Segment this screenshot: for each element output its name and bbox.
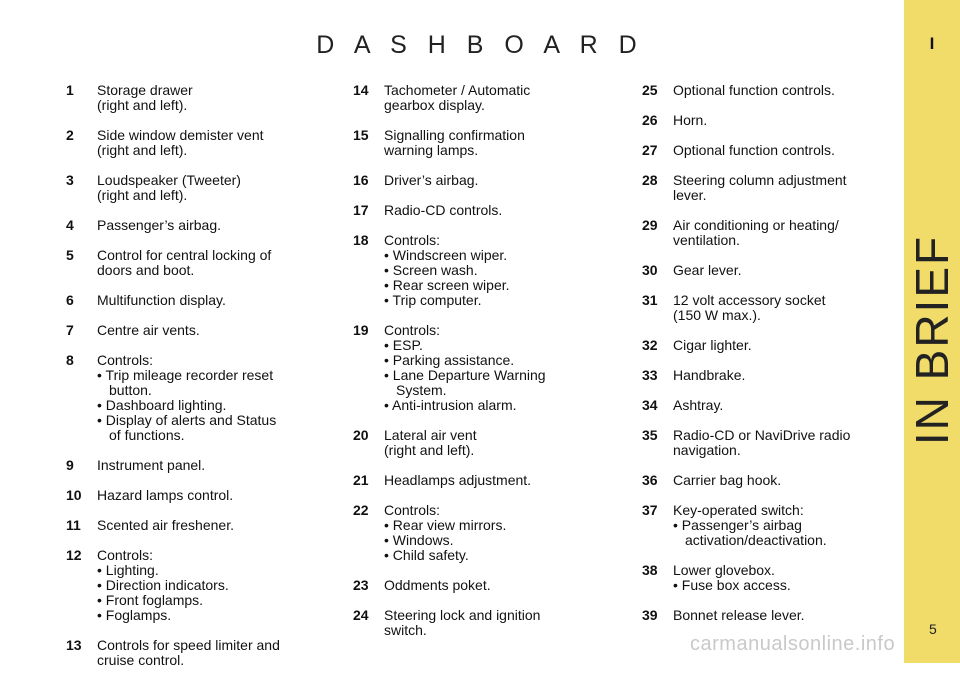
item-description [673, 113, 912, 128]
legend-item [353, 173, 623, 188]
item-description [673, 83, 912, 98]
legend-item [353, 233, 623, 308]
item-number: 17 [353, 202, 369, 218]
legend-item [642, 293, 912, 323]
item-text-line: • Windscreen wiper. [384, 247, 508, 263]
item-text-line: • ESP. [384, 337, 423, 353]
item-description [384, 578, 623, 593]
item-number: 23 [353, 577, 369, 593]
item-text-line: System. [396, 382, 447, 398]
item-description [97, 323, 336, 338]
item-description [673, 473, 912, 488]
item-text-line: (right and left). [97, 187, 188, 203]
legend-item [66, 638, 336, 668]
legend-item [66, 353, 336, 443]
item-number: 32 [642, 337, 658, 353]
item-number: 35 [642, 427, 658, 443]
legend-item [66, 518, 336, 533]
item-text-line: Multifunction display. [97, 292, 226, 308]
item-description [384, 83, 623, 113]
item-description [97, 173, 336, 203]
item-text-line: • Fuse box access. [673, 577, 791, 593]
item-number: 7 [66, 322, 74, 338]
watermark: carmanualsonline.info [690, 633, 896, 655]
item-text-line: • Child safety. [384, 547, 469, 563]
legend-item [642, 338, 912, 353]
item-text-line: doors and boot. [97, 262, 195, 278]
item-text-line: gearbox display. [384, 97, 485, 113]
item-text-line: Oddments poket. [384, 577, 491, 593]
item-number: 9 [66, 457, 74, 473]
item-description [673, 218, 912, 248]
item-text-line: • Parking assistance. [384, 352, 515, 368]
section-title: IN BRIEF [906, 234, 958, 446]
legend-item [353, 323, 623, 413]
legend-item [353, 608, 623, 638]
item-number: 25 [642, 82, 658, 98]
item-text-line: Instrument panel. [97, 457, 206, 473]
item-text-line: Optional function controls. [673, 142, 835, 158]
item-text-line: Cigar lighter. [673, 337, 752, 353]
item-text-line: Controls: [97, 547, 154, 563]
legend-item [353, 578, 623, 593]
item-description [673, 608, 912, 623]
legend-item [642, 218, 912, 248]
item-description [384, 608, 623, 638]
legend-item [353, 128, 623, 158]
item-description [97, 128, 336, 158]
item-description [384, 233, 623, 308]
item-number: 21 [353, 472, 369, 488]
item-text-line: of functions. [109, 427, 185, 443]
chapter-sidebar [904, 0, 960, 663]
item-text-line: Side window demister vent [97, 127, 264, 143]
item-text-line: Controls: [384, 322, 441, 338]
item-text-line: Carrier bag hook. [673, 472, 782, 488]
item-description [673, 503, 912, 548]
item-text-line: • Dashboard lighting. [97, 397, 227, 413]
item-text-line: Centre air vents. [97, 322, 200, 338]
item-number: 38 [642, 562, 658, 578]
item-text-line: Controls: [384, 502, 441, 518]
item-number: 3 [66, 172, 74, 188]
item-number: 39 [642, 607, 658, 623]
item-number: 24 [353, 607, 369, 623]
item-number: 20 [353, 427, 369, 443]
legend-item [642, 503, 912, 548]
item-text-line: • Lighting. [97, 562, 159, 578]
item-description [97, 353, 336, 443]
item-description [97, 458, 336, 473]
item-text-line: lever. [673, 187, 707, 203]
item-description [384, 173, 623, 188]
item-number: 27 [642, 142, 658, 158]
item-description [384, 428, 623, 458]
item-text-line: • Display of alerts and Status [97, 412, 277, 428]
item-text-line: Steering column adjustment [673, 172, 847, 188]
item-description [97, 488, 336, 503]
item-text-line: • Trip computer. [384, 292, 482, 308]
legend-item [66, 548, 336, 623]
page-number: 5 [929, 621, 937, 637]
legend-item [353, 203, 623, 218]
legend-item [66, 488, 336, 503]
item-number: 11 [66, 517, 81, 533]
chapter-number: I [929, 34, 935, 53]
item-text-line: Air conditioning or heating/ [673, 217, 839, 233]
item-number: 14 [353, 82, 369, 98]
item-text-line: button. [109, 382, 152, 398]
item-description [673, 428, 912, 458]
item-text-line: Controls: [384, 232, 441, 248]
legend-item [642, 398, 912, 413]
item-text-line: Hazard lamps control. [97, 487, 234, 503]
item-number: 1 [66, 82, 74, 98]
item-text-line: Key-operated switch: [673, 502, 804, 518]
item-number: 8 [66, 352, 74, 368]
item-number: 22 [353, 502, 369, 518]
item-number: 12 [66, 547, 82, 563]
legend-item [642, 608, 912, 623]
item-text-line: (150 W max.). [673, 307, 761, 323]
item-number: 33 [642, 367, 658, 383]
item-text-line: warning lamps. [384, 142, 479, 158]
item-text-line: • Passenger’s airbag [673, 517, 802, 533]
legend-item [66, 173, 336, 203]
item-text-line: • Front foglamps. [97, 592, 204, 608]
legend-item [66, 293, 336, 308]
legend-item [66, 83, 336, 113]
item-description [673, 293, 912, 323]
item-text-line: • Rear screen wiper. [384, 277, 510, 293]
item-text-line: 12 volt accessory socket [673, 292, 826, 308]
item-text-line: Lateral air vent [384, 427, 477, 443]
item-text-line: Radio-CD or NaviDrive radio [673, 427, 851, 443]
item-description [97, 248, 336, 278]
legend-item [66, 458, 336, 473]
legend-item [353, 473, 623, 488]
item-description [97, 83, 336, 113]
item-number: 18 [353, 232, 369, 248]
column-3 [642, 83, 912, 638]
item-number: 15 [353, 127, 369, 143]
item-text-line: • Direction indicators. [97, 577, 229, 593]
item-text-line: Signalling confirmation [384, 127, 525, 143]
item-description [673, 173, 912, 203]
legend-item [642, 83, 912, 98]
item-text-line: • Foglamps. [97, 607, 172, 623]
item-number: 31 [642, 292, 658, 308]
legend-item [642, 428, 912, 458]
item-text-line: • Windows. [384, 532, 454, 548]
item-text-line: Control for central locking of [97, 247, 272, 263]
item-text-line: Loudspeaker (Tweeter) [97, 172, 241, 188]
item-number: 6 [66, 292, 74, 308]
item-description [673, 338, 912, 353]
item-text-line: Gear lever. [673, 262, 742, 278]
legend-item [642, 473, 912, 488]
item-number: 4 [66, 217, 74, 233]
item-text-line: Scented air freshener. [97, 517, 234, 533]
item-text-line: • Anti-intrusion alarm. [384, 397, 517, 413]
item-text-line: Controls: [97, 352, 154, 368]
item-number: 5 [66, 247, 74, 263]
item-text-line: Passenger’s airbag. [97, 217, 222, 233]
item-description [97, 548, 336, 623]
item-text-line: Tachometer / Automatic [384, 82, 531, 98]
legend-item [66, 218, 336, 233]
item-number: 2 [66, 127, 74, 143]
column-1 [66, 83, 336, 683]
item-description [673, 563, 912, 593]
legend-item [353, 503, 623, 563]
item-number: 28 [642, 172, 658, 188]
legend-item [66, 248, 336, 278]
legend-item [642, 173, 912, 203]
item-text-line: (right and left). [384, 442, 475, 458]
item-number: 30 [642, 262, 658, 278]
item-number: 26 [642, 112, 658, 128]
item-text-line: Steering lock and ignition [384, 607, 541, 623]
legend-item [66, 323, 336, 338]
item-text-line: Headlamps adjustment. [384, 472, 532, 488]
item-text-line: • Trip mileage recorder reset [97, 367, 274, 383]
legend-item [353, 83, 623, 113]
item-text-line: (right and left). [97, 142, 188, 158]
item-text-line: • Rear view mirrors. [384, 517, 507, 533]
item-description [673, 398, 912, 413]
page-title: D A S H B O A R D [316, 31, 644, 59]
item-description [673, 143, 912, 158]
item-text-line: Optional function controls. [673, 82, 835, 98]
item-number: 19 [353, 322, 369, 338]
item-number: 16 [353, 172, 369, 188]
item-text-line: (right and left). [97, 97, 188, 113]
item-text-line: navigation. [673, 442, 741, 458]
legend-item [642, 563, 912, 593]
item-text-line: cruise control. [97, 652, 185, 668]
legend-item [353, 428, 623, 458]
legend-item [66, 128, 336, 158]
item-description [673, 368, 912, 383]
item-description [384, 323, 623, 413]
item-text-line: Ashtray. [673, 397, 724, 413]
item-description [384, 203, 623, 218]
item-description [97, 638, 336, 668]
item-text-line: Storage drawer [97, 82, 193, 98]
legend-item [642, 143, 912, 158]
item-text-line: switch. [384, 622, 427, 638]
item-description [384, 473, 623, 488]
item-number: 13 [66, 637, 82, 653]
item-number: 36 [642, 472, 658, 488]
item-number: 29 [642, 217, 658, 233]
item-description [673, 263, 912, 278]
item-text-line: Radio-CD controls. [384, 202, 503, 218]
item-text-line: activation/deactivation. [685, 532, 827, 548]
item-text-line: • Screen wash. [384, 262, 478, 278]
item-description [97, 518, 336, 533]
item-number: 34 [642, 397, 658, 413]
item-number: 10 [66, 487, 82, 503]
item-text-line: Handbrake. [673, 367, 746, 383]
item-text-line: Controls for speed limiter and [97, 637, 280, 653]
item-number: 37 [642, 502, 658, 518]
item-text-line: Driver’s airbag. [384, 172, 479, 188]
item-text-line: • Lane Departure Warning [384, 367, 546, 383]
legend-item [642, 368, 912, 383]
item-text-line: Bonnet release lever. [673, 607, 805, 623]
item-text-line: ventilation. [673, 232, 740, 248]
legend-item [642, 113, 912, 128]
item-description [97, 218, 336, 233]
item-description [384, 128, 623, 158]
item-text-line: Lower glovebox. [673, 562, 775, 578]
item-text-line: Horn. [673, 112, 708, 128]
item-description [97, 293, 336, 308]
legend-item [642, 263, 912, 278]
item-description [384, 503, 623, 563]
column-2 [353, 83, 623, 653]
